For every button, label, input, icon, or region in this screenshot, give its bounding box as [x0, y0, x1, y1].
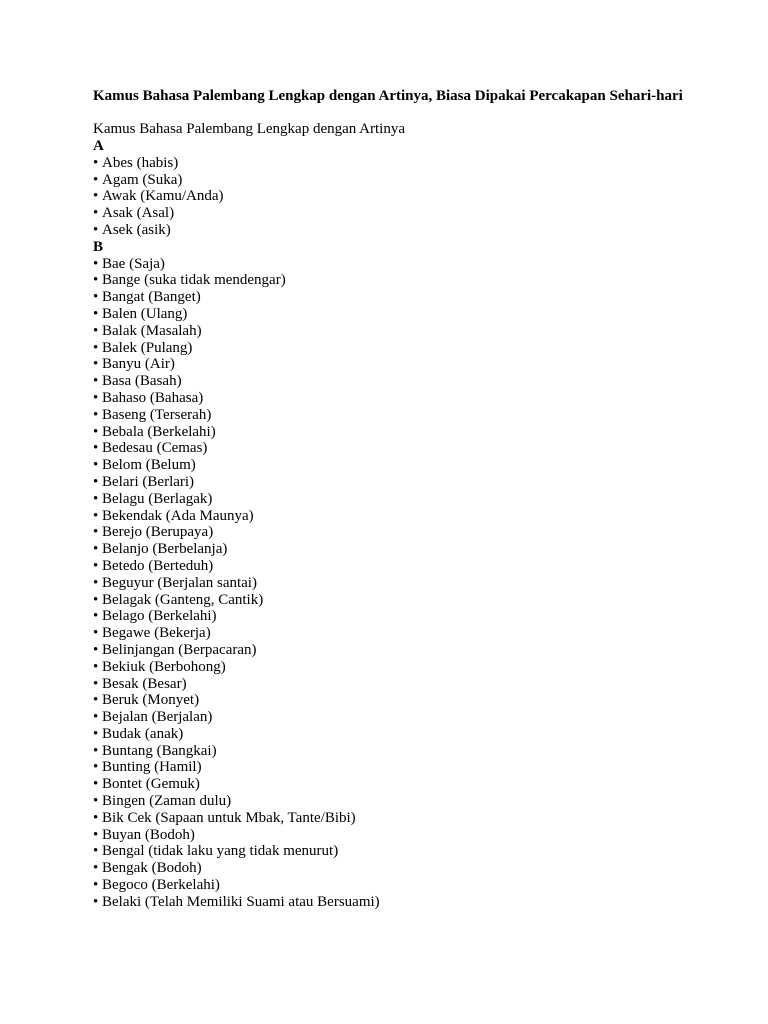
list-item: • Bange (suka tidak mendengar) — [93, 272, 683, 289]
list-item: • Awak (Kamu/Anda) — [93, 188, 683, 205]
list-item: • Belinjangan (Berpacaran) — [93, 642, 683, 659]
list-item: • Asak (Asal) — [93, 205, 683, 222]
list-item: • Begoco (Berkelahi) — [93, 877, 683, 894]
entry-list — [93, 256, 683, 911]
list-item: • Bunting (Hamil) — [93, 759, 683, 776]
list-item: • Bekiuk (Berbohong) — [93, 659, 683, 676]
list-item: • Bejalan (Berjalan) — [93, 709, 683, 726]
list-item: • Belari (Berlari) — [93, 474, 683, 491]
list-item: • Bebala (Berkelahi) — [93, 424, 683, 441]
list-item: • Balek (Pulang) — [93, 340, 683, 357]
dictionary-section — [93, 239, 683, 911]
list-item: • Bangat (Banget) — [93, 289, 683, 306]
list-item: • Berejo (Berupaya) — [93, 524, 683, 541]
list-item: • Belaki (Telah Memiliki Suami atau Bersuami) — [93, 894, 683, 911]
document-title: Kamus Bahasa Palembang Lengkap dengan Artinya, Biasa Dipakai Percakapan Sehari-hari — [93, 88, 683, 104]
list-item: • Baseng (Terserah) — [93, 407, 683, 424]
list-item: • Asek (asik) — [93, 222, 683, 239]
list-item: • Bedesau (Cemas) — [93, 440, 683, 457]
list-item: • Besak (Besar) — [93, 676, 683, 693]
list-item: • Bengal (tidak laku yang tidak menurut) — [93, 843, 683, 860]
dictionary-sections — [93, 138, 683, 911]
list-item: • Belago (Berkelahi) — [93, 608, 683, 625]
list-item: • Banyu (Air) — [93, 356, 683, 373]
list-item: • Beguyur (Berjalan santai) — [93, 575, 683, 592]
entry-list — [93, 155, 683, 239]
list-item: • Agam (Suka) — [93, 172, 683, 189]
list-item: • Bae (Saja) — [93, 256, 683, 273]
list-item: • Buntang (Bangkai) — [93, 743, 683, 760]
list-item: • Balen (Ulang) — [93, 306, 683, 323]
list-item: • Bingen (Zaman dulu) — [93, 793, 683, 810]
list-item: • Buyan (Bodoh) — [93, 827, 683, 844]
list-item: • Bontet (Gemuk) — [93, 776, 683, 793]
list-item: • Budak (anak) — [93, 726, 683, 743]
list-item: • Bik Cek (Sapaan untuk Mbak, Tante/Bibi) — [93, 810, 683, 827]
list-item: • Abes (habis) — [93, 155, 683, 172]
dictionary-section — [93, 138, 683, 239]
list-item: • Bengak (Bodoh) — [93, 860, 683, 877]
list-item: • Bekendak (Ada Maunya) — [93, 508, 683, 525]
list-item: • Basa (Basah) — [93, 373, 683, 390]
list-item: • Begawe (Bekerja) — [93, 625, 683, 642]
section-letter-heading: B — [93, 238, 104, 255]
list-item: • Belom (Belum) — [93, 457, 683, 474]
list-item: • Balak (Masalah) — [93, 323, 683, 340]
section-letter-heading: A — [93, 138, 104, 154]
list-item: • Beruk (Monyet) — [93, 692, 683, 709]
list-item: • Belanjo (Berbelanja) — [93, 541, 683, 558]
list-item: • Bahaso (Bahasa) — [93, 390, 683, 407]
document-page — [93, 87, 683, 911]
list-item: • Belagu (Berlagak) — [93, 491, 683, 508]
list-item: • Betedo (Berteduh) — [93, 558, 683, 575]
list-item: • Belagak (Ganteng, Cantik) — [93, 592, 683, 609]
document-subtitle: Kamus Bahasa Palembang Lengkap dengan Artinya — [93, 121, 405, 137]
